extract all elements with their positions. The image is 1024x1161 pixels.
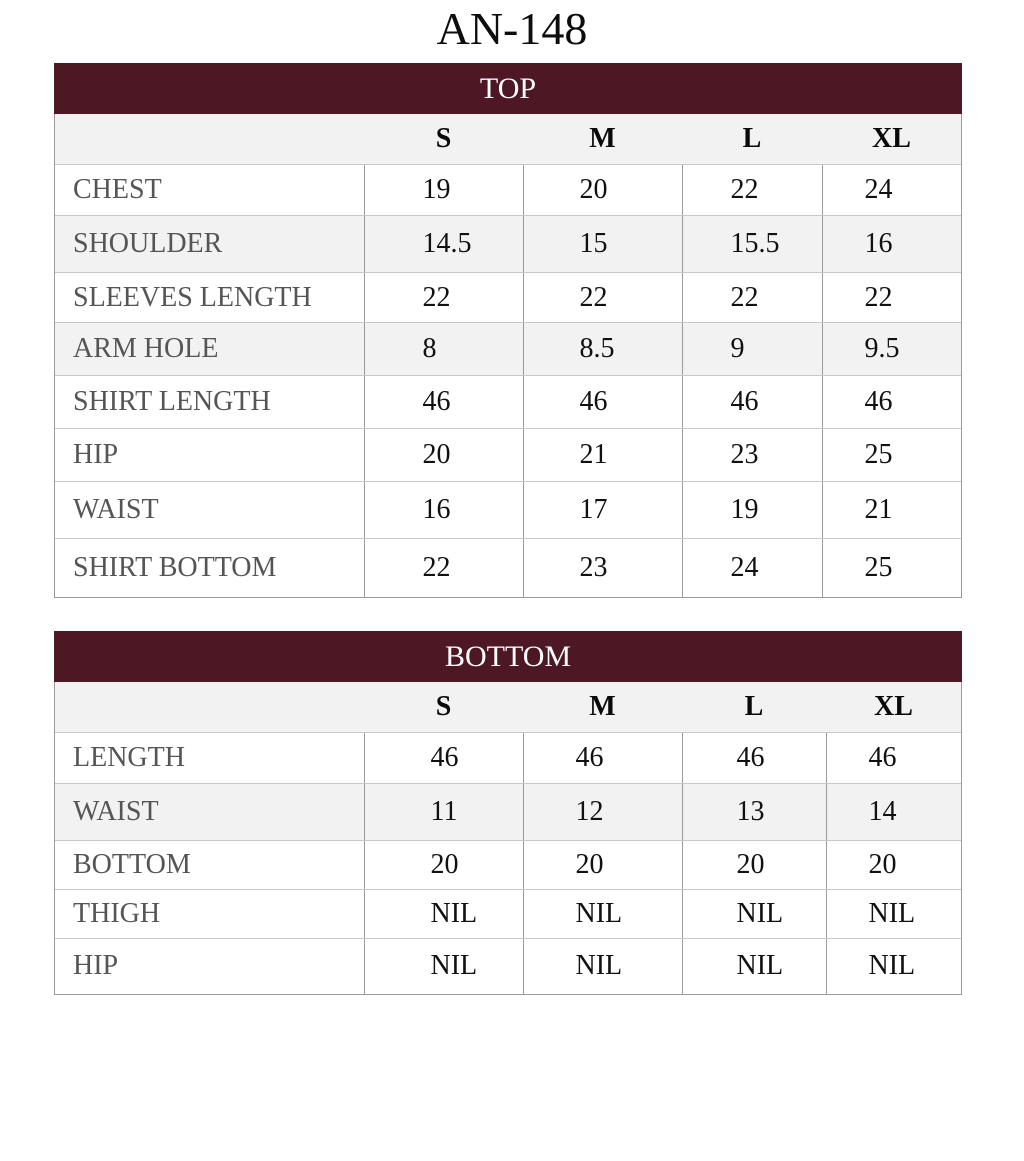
top-cell-xl: 46 — [822, 376, 961, 429]
top-size-chart — [54, 63, 962, 598]
top-row-chest — [55, 165, 961, 216]
top-cell-xl: 25 — [864, 551, 893, 583]
top-row-label: SHIRT BOTTOM — [55, 539, 364, 597]
top-row-sleeves-length — [55, 273, 961, 323]
top-row-label: HIP — [55, 429, 364, 482]
top-row-arm-hole — [55, 323, 961, 376]
bottom-size-table — [55, 682, 961, 994]
top-cell-xl: 24 — [822, 165, 961, 216]
bottom-row-bottom — [55, 841, 961, 890]
bottom-row-label: HIP — [55, 939, 364, 994]
top-row-shirt-length — [55, 376, 961, 429]
top-cell-l: 22 — [682, 165, 822, 216]
top-cell-s: 22 — [364, 539, 523, 597]
top-cell-s: 14.5 — [364, 216, 523, 273]
top-cell-xl: 16 — [822, 216, 961, 273]
top-cell-m: 21 — [523, 429, 682, 482]
top-cell-s: 8 — [364, 323, 523, 376]
top-row-hip — [55, 429, 961, 482]
bottom-row-label: BOTTOM — [55, 841, 364, 890]
top-cell-l: 22 — [682, 273, 822, 323]
top-row-label: CHEST — [55, 165, 364, 216]
top-cell-xl: 22 — [822, 273, 961, 323]
top-size-header-row — [55, 114, 961, 165]
bottom-cell-m: 46 — [523, 733, 682, 784]
top-cell-m: 23 — [523, 539, 682, 597]
top-cell-xl: 9.5 — [822, 323, 961, 376]
top-size-s-header: S — [364, 114, 523, 165]
bottom-cell-s: 20 — [364, 841, 523, 890]
bottom-cell-xl: NIL — [868, 950, 916, 982]
bottom-row-length — [55, 733, 961, 784]
top-row-label: SHIRT LENGTH — [55, 376, 364, 429]
top-size-table — [55, 114, 961, 597]
top-empty-header-cell — [55, 114, 364, 165]
bottom-size-l-header: L — [682, 682, 826, 733]
top-cell-m: 22 — [523, 273, 682, 323]
top-row-label: ARM HOLE — [55, 323, 364, 376]
bottom-cell-l: 20 — [682, 841, 826, 890]
bottom-cell-l: NIL — [682, 890, 826, 939]
bottom-cell-xl: 14 — [826, 784, 961, 841]
bottom-section-header: BOTTOM — [54, 631, 962, 682]
top-row-label: WAIST — [55, 482, 364, 539]
top-cell-s: 20 — [364, 429, 523, 482]
top-cell-l: 23 — [682, 429, 822, 482]
bottom-row-label: THIGH — [55, 890, 364, 939]
bottom-cell-s: NIL — [364, 890, 523, 939]
bottom-cell-s: NIL — [364, 939, 523, 994]
bottom-row-label: LENGTH — [55, 733, 364, 784]
top-size-xl-header: XL — [822, 114, 961, 165]
top-cell-s: 16 — [364, 482, 523, 539]
top-cell-xl: 21 — [822, 482, 961, 539]
bottom-cell-xl: 20 — [826, 841, 961, 890]
top-cell-m: 15 — [523, 216, 682, 273]
top-cell-m: 8.5 — [523, 323, 682, 376]
top-row-shirt-bottom — [55, 539, 961, 597]
bottom-cell-s: 11 — [364, 784, 523, 841]
top-cell-l: 9 — [682, 323, 822, 376]
bottom-cell-xl: 46 — [826, 733, 961, 784]
top-cell-m: 17 — [523, 482, 682, 539]
bottom-cell-l: 13 — [682, 784, 826, 841]
bottom-size-xl-header: XL — [826, 682, 961, 733]
bottom-row-waist — [55, 784, 961, 841]
top-row-label: SHOULDER — [55, 216, 364, 273]
bottom-size-header-row — [55, 682, 961, 733]
top-row-label: SLEEVES LENGTH — [55, 273, 364, 323]
top-cell-s: 22 — [364, 273, 523, 323]
bottom-size-chart — [54, 631, 962, 995]
bottom-cell-m: NIL — [523, 939, 682, 994]
bottom-cell-m: NIL — [523, 890, 682, 939]
top-cell-m: 46 — [523, 376, 682, 429]
bottom-row-thigh — [55, 890, 961, 939]
top-cell-s: 19 — [364, 165, 523, 216]
top-row-waist — [55, 482, 961, 539]
top-cell-m: 20 — [523, 165, 682, 216]
bottom-cell-l: NIL — [682, 939, 826, 994]
product-code-title: AN-148 — [436, 3, 588, 54]
bottom-cell-xl: NIL — [826, 890, 961, 939]
top-cell-l: 46 — [682, 376, 822, 429]
bottom-cell-m: 20 — [523, 841, 682, 890]
top-cell-xl: 25 — [822, 429, 961, 482]
top-cell-s: 46 — [364, 376, 523, 429]
bottom-size-s-header: S — [364, 682, 523, 733]
bottom-cell-m: 12 — [523, 784, 682, 841]
bottom-cell-l: 46 — [682, 733, 826, 784]
top-size-m-header: M — [523, 114, 682, 165]
top-size-l-header: L — [682, 114, 822, 165]
top-row-shoulder — [55, 216, 961, 273]
top-cell-l: 15.5 — [682, 216, 822, 273]
top-section-header: TOP — [54, 63, 962, 114]
top-cell-l: 19 — [682, 482, 822, 539]
bottom-row-hip — [55, 939, 961, 994]
bottom-empty-header-cell — [55, 682, 364, 733]
bottom-cell-s: 46 — [364, 733, 523, 784]
bottom-row-label: WAIST — [55, 784, 364, 841]
bottom-size-m-header: M — [523, 682, 682, 733]
top-cell-l: 24 — [682, 539, 822, 597]
